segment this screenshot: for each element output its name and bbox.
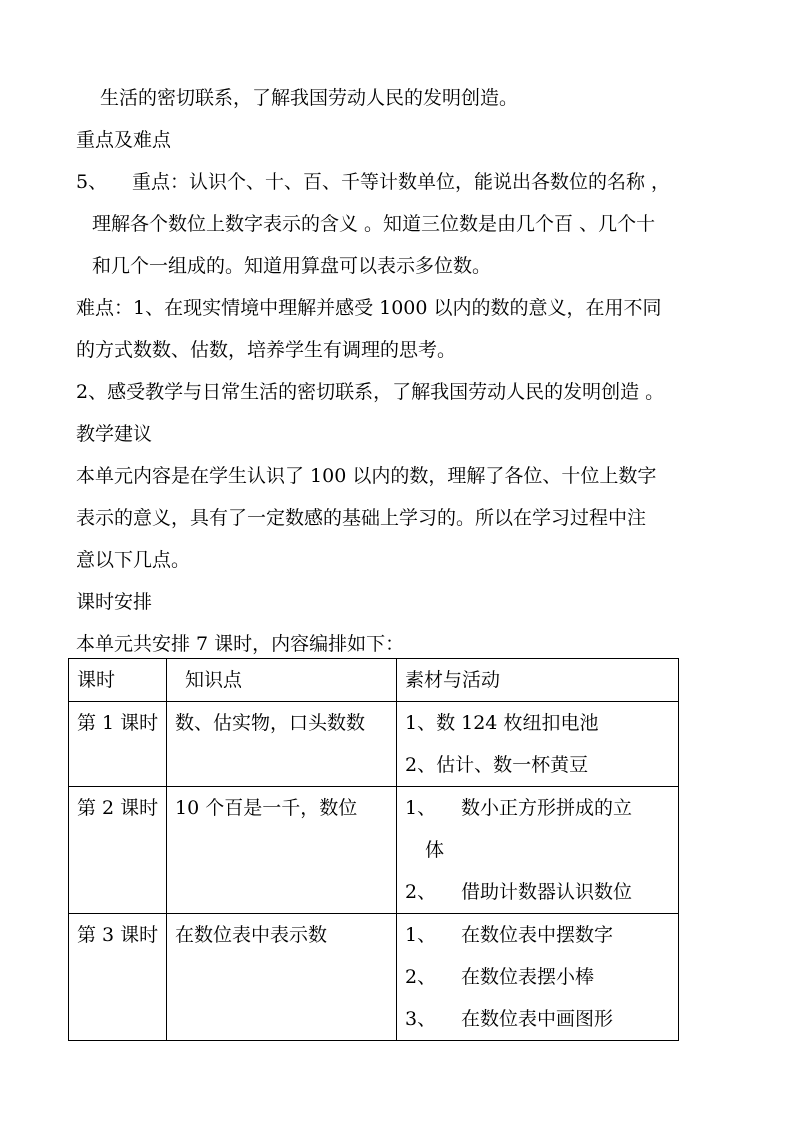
activity-text: 数小正方形拼成的立 — [461, 797, 633, 819]
focus-heading: 重点及难点 — [76, 129, 172, 151]
table-header-row — [69, 659, 679, 702]
row3-activities — [397, 914, 679, 1041]
key-point-line2: 理解各个数位上数字表示的含义 。知道三位数是由几个百 、几个十 — [92, 213, 656, 235]
table-row — [69, 702, 679, 787]
row2-activities — [397, 787, 679, 914]
header-activities: 素材与活动 — [405, 669, 501, 691]
activity-number: 1、 — [405, 924, 437, 946]
advice-line2: 表示的意义，具有了一定数感的基础上学习的。所以在学习过程中注 — [76, 507, 647, 529]
row1-activities — [397, 702, 679, 787]
table-row — [69, 914, 679, 1041]
activity-number: 2、 — [405, 754, 437, 776]
row3-lesson: 第 3 课时 — [77, 924, 159, 946]
activity-item — [397, 744, 678, 786]
activity-text: 在数位表中画图形 — [461, 1008, 614, 1030]
table-row — [69, 787, 679, 914]
activity-text: 在数位表中摆数字 — [461, 924, 614, 946]
key-point-number: 5、 — [76, 171, 108, 193]
key-point-line1: 重点：认识个、十、百、千等计数单位，能说出各数位的名称 ， — [132, 171, 671, 193]
advice-heading: 教学建议 — [76, 423, 153, 445]
row1-topic: 数、估实物，口头数数 — [175, 712, 366, 734]
row3-topic: 在数位表中表示数 — [175, 924, 328, 946]
header-topic: 知识点 — [185, 669, 243, 691]
activity-number: 3、 — [405, 1008, 437, 1030]
activity-number: 2、 — [405, 966, 437, 988]
schedule-intro: 本单元共安排 7 课时，内容编排如下： — [76, 633, 405, 655]
activity-text: 数 124 枚纽扣电池 — [436, 712, 599, 734]
activity-item — [397, 787, 678, 829]
activity-text: 在数位表摆小棒 — [461, 966, 595, 988]
advice-line1: 本单元内容是在学生认识了 100 以内的数，理解了各位、十位上数字 — [76, 465, 657, 487]
activity-number: 2、 — [405, 881, 437, 903]
activity-item — [397, 702, 678, 744]
row1-lesson: 第 1 课时 — [77, 712, 159, 734]
schedule-heading: 课时安排 — [76, 591, 153, 613]
activity-item — [397, 998, 678, 1040]
activity-text: 借助计数器认识数位 — [461, 881, 633, 903]
activity-text: 估计、数一杯黄豆 — [436, 754, 589, 776]
intro-line: 生活的密切联系，了解我国劳动人民的发明创造。 — [100, 87, 519, 109]
activity-item — [397, 914, 678, 956]
difficulty-line3: 2、感受教学与日常生活的密切联系，了解我国劳动人民的发明创造 。 — [76, 381, 665, 403]
row2-lesson: 第 2 课时 — [77, 797, 159, 819]
row2-topic: 10 个百是一千，数位 — [175, 797, 358, 819]
difficulty-line1: 难点：1、在现实情境中理解并感受 1000 以内的数的意义，在用不同 — [76, 297, 662, 319]
activity-item — [397, 956, 678, 998]
activity-item — [397, 871, 678, 913]
difficulty-line2: 的方式数数、估数，培养学生有调理的思考。 — [76, 339, 457, 361]
activity-number: 1、 — [405, 712, 437, 734]
advice-line3: 意以下几点。 — [76, 549, 191, 571]
activity-number: 1、 — [405, 797, 437, 819]
activity-text-continuation: 体 — [425, 839, 445, 861]
key-point-line3: 和几个一组成的。知道用算盘可以表示多位数。 — [92, 255, 492, 277]
header-lesson: 课时 — [77, 669, 116, 691]
schedule-table — [68, 658, 679, 1041]
